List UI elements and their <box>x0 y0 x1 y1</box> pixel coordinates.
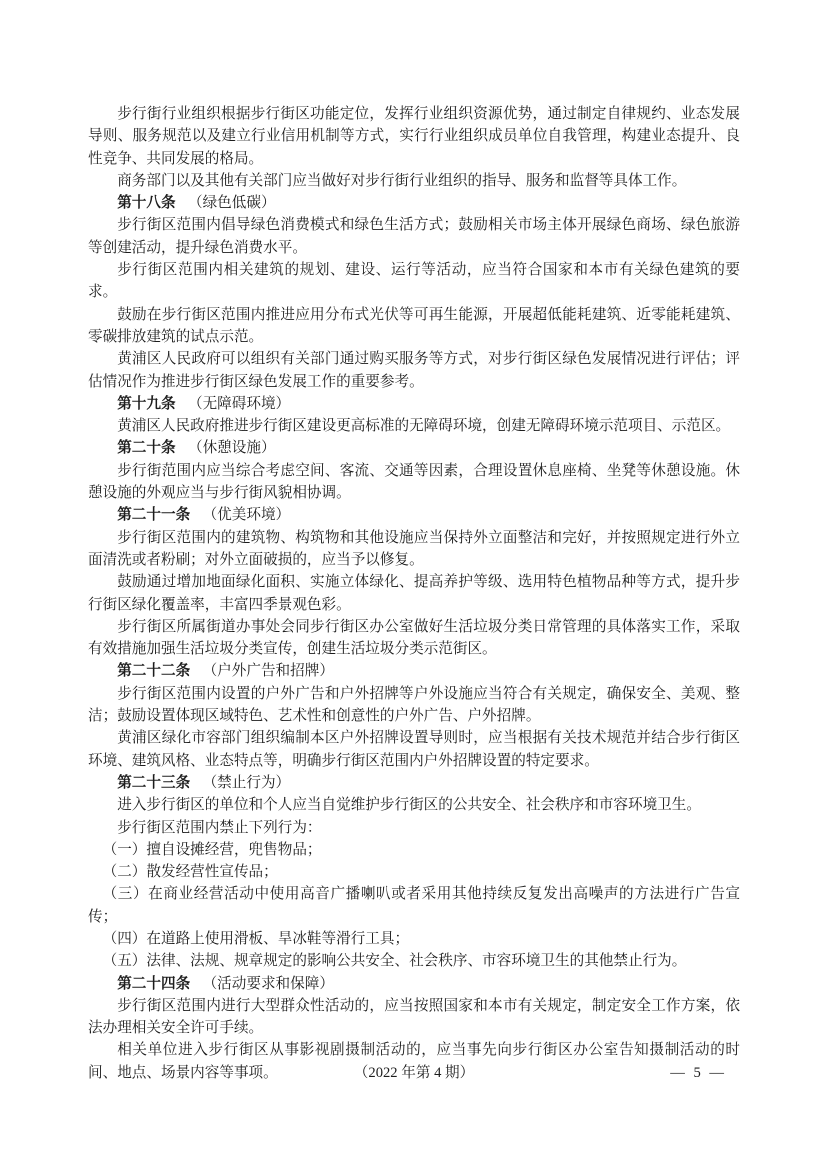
list-item: （四）在道路上使用滑板、旱冰鞋等滑行工具； <box>102 930 410 947</box>
article-number: 第十八条 <box>117 195 176 212</box>
paragraph: 步行街行业组织根据步行街区功能定位，发挥行业组织资源优势，通过制定自律规约、业态发展导则、服务规范以及建立行业信用机制等方式，实行行业组织成员单位自我管理，构建业态提升、良性竞争、共同发展的格局。 <box>88 106 740 167</box>
article-number: 第二十三条 <box>117 774 191 791</box>
page-number: — 5 — <box>670 1065 724 1081</box>
list-item: （三）在商业经营活动中使用高音广播喇叭或者采用其他持续反复发出高噪声的方法进行广告宣传； <box>88 886 740 925</box>
paragraph: 黄浦区人民政府推进步行街区建设更高标准的无障碍环境，创建无障碍环境示范项目、示范区。 <box>117 418 731 435</box>
paragraph: 鼓励通过增加地面绿化面积、实施立体绿化、提高养护等级、选用特色植物品种等方式，提升步行街区绿化覆盖率，丰富四季景观色彩。 <box>88 574 740 613</box>
paragraph: 步行街区范围内倡导绿色消费模式和绿色生活方式；鼓励相关市场主体开展绿色商场、绿色旅游等创建活动，提升绿色消费水平。 <box>88 217 740 256</box>
article-title: （禁止行为） <box>202 774 291 791</box>
issue-label: （2022 年第 4 期） <box>353 1065 475 1081</box>
list-item: （一）擅自设摊经营，兜售物品； <box>102 841 322 858</box>
paragraph: 进入步行街区的单位和个人应当自觉维护步行街区的公共安全、社会秩序和市容环境卫生。 <box>117 797 701 814</box>
article-heading <box>88 973 740 995</box>
paragraph: 黄浦区绿化市容部门组织编制本区户外招牌设置导则时，应当根据有关技术规范并结合步行街区环境、建筑风格、业态特点等，明确步行街区范围内户外招牌设置的特定要求。 <box>88 730 740 769</box>
article-number: 第二十一条 <box>117 507 191 524</box>
article-heading <box>88 772 740 794</box>
paragraph: 鼓励在步行街区范围内推进应用分布式光伏等可再生能源，开展超低能耗建筑、近零能耗建筑、零碳排放建筑的试点示范。 <box>88 306 740 345</box>
paragraph: 商务部门以及其他有关部门应当做好对步行街行业组织的指导、服务和监督等具体工作。 <box>117 172 687 189</box>
paragraph: 步行街区范围内进行大型群众性活动的，应当按照国家和本市有关规定，制定安全工作方案，依法办理相关安全许可手续。 <box>88 997 740 1037</box>
article-title: （无障碍环境） <box>187 395 291 412</box>
document-body <box>88 103 740 1084</box>
article-title: （休憩设施） <box>187 440 276 457</box>
paragraph: 步行街区范围内相关建筑的规划、建设、运行等活动，应当符合国家和本市有关绿色建筑的要求。 <box>88 262 740 301</box>
paragraph: 步行街区范围内的建筑物、构筑物和其他设施应当保持外立面整洁和完好，并按照规定进行外立面清洗或者粉刷；对外立面破损的，应当予以修复。 <box>88 529 740 568</box>
article-heading <box>88 437 740 459</box>
article-title: （优美环境） <box>202 507 291 524</box>
paragraph: 步行街区范围内禁止下列行为： <box>117 819 322 836</box>
article-title: （活动要求和保障） <box>202 975 334 992</box>
list-item: （五）法律、法规、规章规定的影响公共安全、社会秩序、市容环境卫生的其他禁止行为。 <box>102 953 687 970</box>
paragraph: 步行街区范围内设置的户外广告和户外招牌等户外设施应当符合有关规定，确保安全、美观、整洁；鼓励设置体现区域特色、艺术性和创意性的户外广告、户外招牌。 <box>88 685 740 725</box>
article-number: 第二十四条 <box>117 975 191 992</box>
article-number: 第二十二条 <box>117 663 191 680</box>
article-number: 第十九条 <box>117 395 176 412</box>
article-heading <box>88 393 740 415</box>
article-title: （绿色低碳） <box>187 195 276 212</box>
article-title: （户外广告和招牌） <box>202 663 334 680</box>
article-heading <box>88 504 740 526</box>
paragraph: 步行街范围内应当综合考虑空间、客流、交通等因素，合理设置休息座椅、坐凳等休憩设施。休憩设施的外观应当与步行街风貌相协调。 <box>88 462 740 502</box>
paragraph: 黄浦区人民政府可以组织有关部门通过购买服务等方式，对步行街区绿色发展情况进行评估；评估情况作为推进步行街区绿色发展工作的重要参考。 <box>88 351 740 390</box>
paragraph: 相关单位进入步行街区从事影视剧摄制活动的，应当事先向步行街区办公室告知摄制活动的时间、地点、场景内容等事项。 <box>88 1042 740 1081</box>
article-number: 第二十条 <box>117 440 176 457</box>
article-heading <box>88 660 740 682</box>
paragraph: 步行街区所属街道办事处会同步行街区办公室做好生活垃圾分类日常管理的具体落实工作，采取有效措施加强生活垃圾分类宣传，创建生活垃圾分类示范街区。 <box>88 618 740 658</box>
page-footer <box>88 1062 740 1086</box>
article-heading <box>88 192 740 214</box>
list-item: （二）散发经营性宣传品； <box>102 864 278 881</box>
